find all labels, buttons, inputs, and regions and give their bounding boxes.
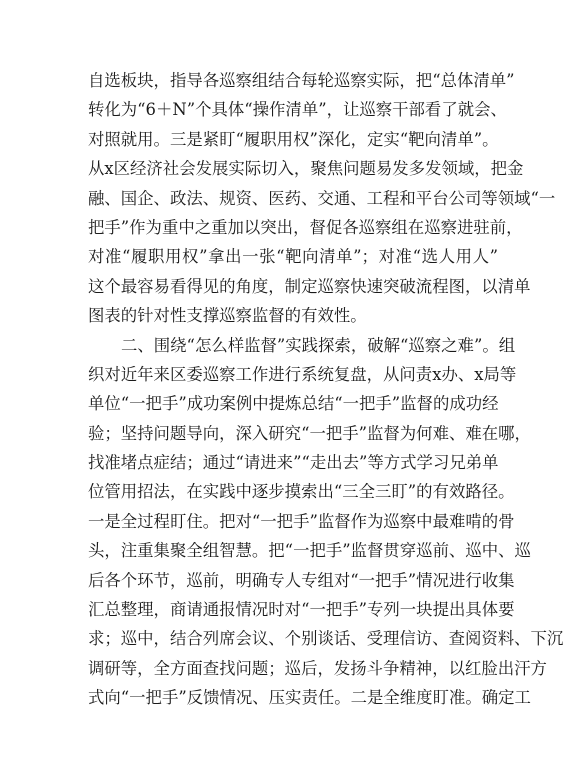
text-line: 一是全过程盯住。把对“一把手”监督作为巡察中最难啃的骨 bbox=[88, 511, 515, 531]
text-line: 后各个环节，巡前，明确专人专组对“一把手”情况进行收集 bbox=[88, 570, 515, 590]
text-line: 找准堵点症结；通过“请进来”“走出去”等方式学习兄弟单 bbox=[88, 453, 499, 473]
text-line: 汇总整理，商请通报情况时对“一把手”专列一块提出具体要 bbox=[88, 600, 515, 620]
text-line: 式向“一把手”反馈情况、压实责任。二是全维度盯准。确定工 bbox=[88, 688, 531, 708]
body-text bbox=[88, 66, 564, 713]
text-line: 织对近年来区委巡察工作进行系统复盘，从问责x办、x局等 bbox=[88, 364, 517, 384]
text-line: 转化为“6＋N”个具体“操作清单”，让巡察干部看了就会、 bbox=[88, 100, 507, 120]
text-line: 单位“一把手”成功案例中提炼总结“一把手”监督的成功经 bbox=[88, 394, 499, 414]
text-line: 对照就用。三是紧盯“履职用权”深化，定实“靶向清单”。 bbox=[88, 129, 499, 149]
text-line: 求；巡中，结合列席会议、个别谈话、受理信访、查阅资料、下沉 bbox=[88, 629, 564, 649]
text-line: 把手”作为重中之重加以突出，督促各巡察组在巡察进驻前， bbox=[88, 217, 523, 237]
text-line: 图表的针对性支撑巡察监督的有效性。 bbox=[88, 306, 367, 326]
text-line: 位管用招法，在实践中逐步摸索出“三全三盯”的有效路径。 bbox=[88, 482, 515, 502]
text-line: 融、国企、政法、规资、医药、交通、工程和平台公司等领域“一 bbox=[88, 188, 556, 208]
text-line: 验；坚持问题导向，深入研究“一把手”监督为何难、难在哪， bbox=[88, 423, 531, 443]
text-line: 头，注重集聚全组智慧。把“一把手”监督贯穿巡前、巡中、巡 bbox=[88, 541, 531, 561]
text-line: 自选板块，指导各巡察组结合每轮巡察实际，把“总体清单” bbox=[88, 71, 515, 90]
text-line: 这个最容易看得见的角度，制定巡察快速突破流程图，以清单 bbox=[88, 276, 531, 296]
text-line: 对准“履职用权”拿出一张“靶向清单”；对准“选人用人” bbox=[88, 247, 498, 267]
section-heading-line: 二、围绕“怎么样监督”实践探索，破解“巡察之难”。组 bbox=[121, 335, 516, 355]
text-line: 调研等，全方面查找问题；巡后，发扬斗争精神，以红脸出汗方 bbox=[88, 658, 547, 678]
text-line: 从x区经济社会发展实际切入，聚焦问题易发多发领域，把金 bbox=[88, 159, 524, 179]
